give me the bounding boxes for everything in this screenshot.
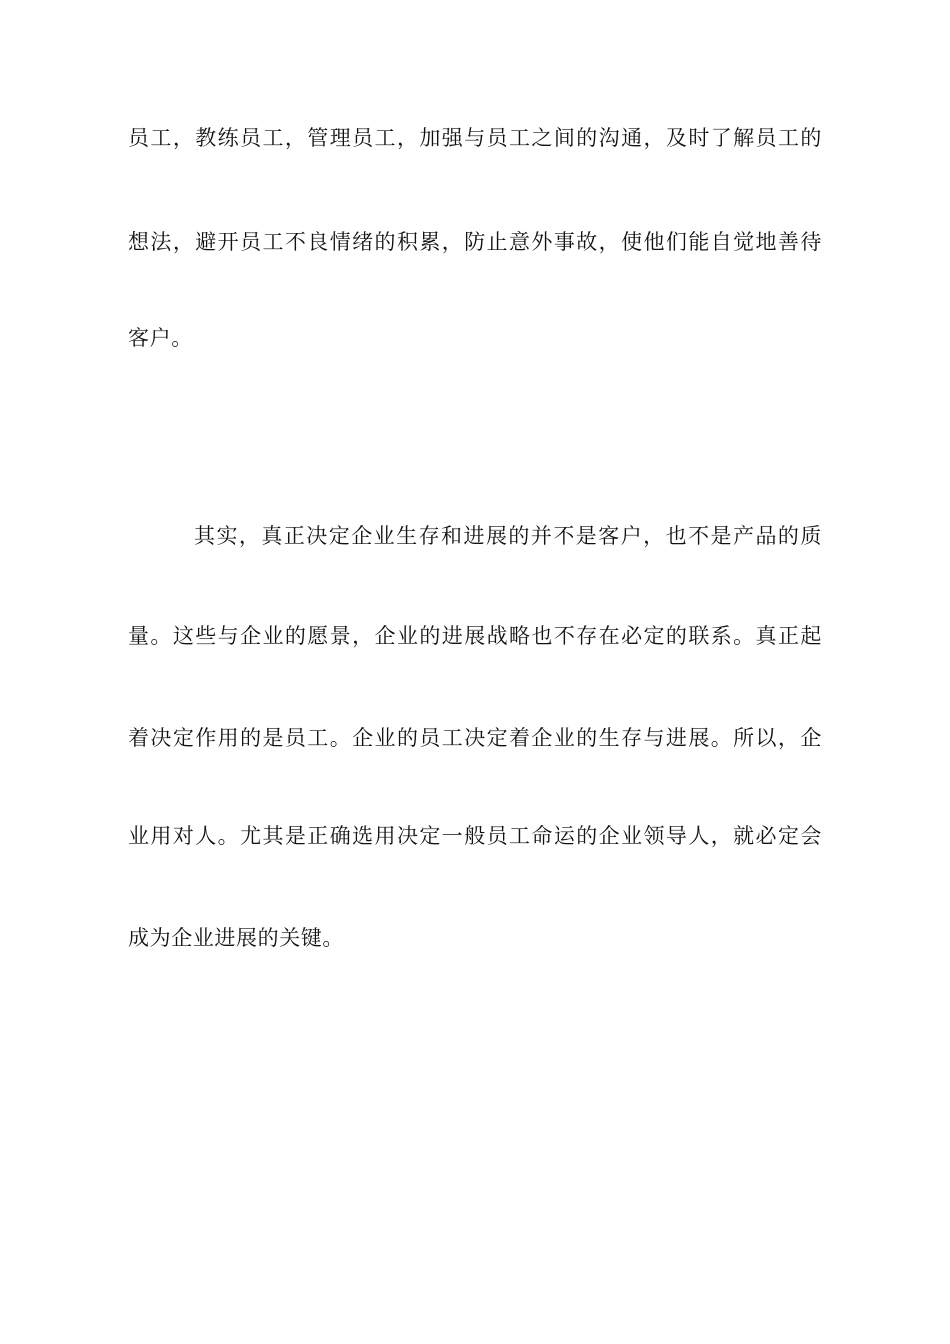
text-line: 其实，真正决定企业生存和进展的并不是客户，也不是产品的质 [194, 524, 822, 548]
text-line: 着决定作用的是员工。企业的员工决定着企业的生存与进展。所以，企 [128, 726, 822, 750]
text-line: 量。这些与企业的愿景，企业的进展战略也不存在必定的联系。真正起 [128, 624, 822, 648]
text-line: 业用对人。尤其是正确选用决定一般员工命运的企业领导人，就必定会 [128, 824, 822, 848]
text-line: 客户。 [128, 326, 193, 350]
text-line: 成为企业进展的关键。 [128, 926, 344, 950]
text-line: 想法，避开员工不良情绪的积累，防止意外事故，使他们能自觉地善待 [128, 230, 822, 254]
text-line: 员工，教练员工，管理员工，加强与员工之间的沟通，及时了解员工的 [128, 126, 822, 150]
